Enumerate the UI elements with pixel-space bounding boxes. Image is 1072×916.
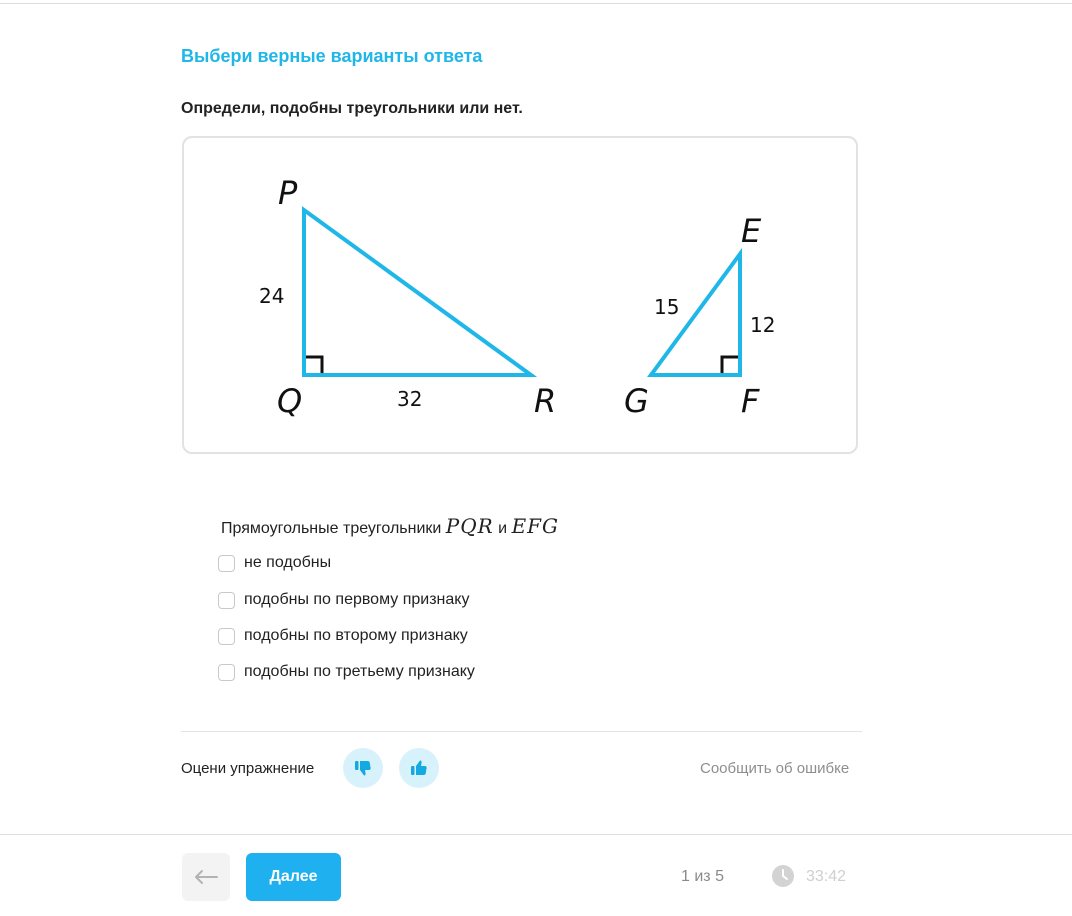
side-label-qr: 32 [397,387,423,411]
option-checkbox[interactable] [218,592,235,609]
right-angle-mark-q [306,357,322,373]
vertex-q: Q [277,382,303,420]
like-button[interactable] [399,748,439,788]
next-button[interactable]: Далее [246,853,341,901]
option-label: не подобны [244,554,332,571]
prompt-triangle-1: PQR [445,514,494,538]
right-angle-mark-f [722,357,738,373]
vertex-g: G [624,382,649,420]
side-label-ef: 12 [750,313,776,337]
question-text: Определи, подобны треугольники или нет. [181,100,523,117]
footer-divider [0,834,1072,835]
vertex-r: R [534,382,557,420]
top-divider [0,3,1072,4]
option-first-criterion[interactable] [218,591,469,609]
option-label: подобны по первому признаку [244,591,470,608]
report-error-link[interactable]: Сообщить об ошибке [700,760,850,777]
thumbs-up-icon [409,758,429,778]
option-checkbox[interactable] [218,628,235,645]
answer-prompt [221,514,559,538]
option-second-criterion[interactable] [218,627,468,645]
option-label: подобны по третьему признаку [244,663,475,680]
prompt-triangle-2: EFG [511,514,560,538]
prompt-conjunction: и [498,520,508,537]
section-divider [181,731,862,732]
clock-icon [771,864,795,888]
option-not-similar[interactable] [218,554,331,572]
dislike-button[interactable] [343,748,383,788]
thumbs-down-icon [353,758,373,778]
task-type-heading: Выбери верные варианты ответа [181,46,483,66]
triangle-pqr [304,210,531,375]
timer-value: 33:42 [806,868,847,885]
option-checkbox[interactable] [218,555,235,572]
arrow-left-icon [193,869,219,885]
side-label-eg: 15 [654,295,680,319]
back-button[interactable] [182,853,230,901]
option-checkbox[interactable] [218,664,235,681]
figure-card [182,136,858,454]
option-third-criterion[interactable] [218,663,475,681]
progress-counter: 1 из 5 [681,868,724,885]
rate-exercise-label: Оцени упражнение [181,760,315,777]
vertex-e: E [741,212,762,250]
vertex-f: F [741,382,760,420]
side-label-pq: 24 [259,284,285,308]
vertex-p: P [278,174,298,212]
triangles-figure [184,138,860,456]
option-label: подобны по второму признаку [244,627,468,644]
prompt-text: Прямоугольные треугольники [221,520,442,537]
